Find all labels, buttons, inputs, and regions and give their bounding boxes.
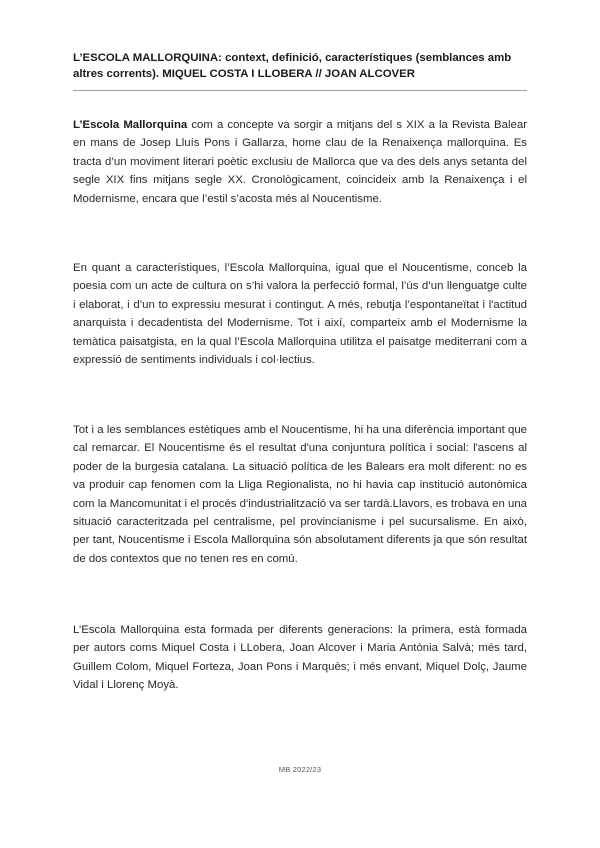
paragraph-1-lead: L’Escola Mallorquina [73, 119, 188, 131]
page-footer: MB 2022/23 [278, 765, 322, 774]
paragraph-4: L’Escola Mallorquina esta formada per diferents generacions: la primera, està formada per autors coms Miquel Costa i LLobera, Joan Alcover i Maria Antònia Salvà; més tard, Guillem Colom, Miquel Forteza, Joan Pons i Marquès; i més envant, Miquel Dolç, Jaume Vidal i Llorenç Moyà. [73, 624, 527, 692]
paragraph-1 [73, 116, 527, 208]
paragraph-2: En quant a característiques, l’Escola Mallorquina, igual que el Noucentisme, conceb la poesia com un acte de cultura on s’hi valora la perfecció formal, l’ús d’un llenguatge culte i elaborat, i d’un to expressiu mesurat i contingut. A més, rebutja l’espontaneïtat i l'actitud anarquista i decadentista del Modernisme. Tot i així, comparteix amb el Modernisme la temàtica paisatgista, en la qual l’Escola Mallorquina utilitza el paisatge mediterrani com a expressió de sentiments individuals i col·lectius. [73, 262, 527, 367]
title-divider [73, 90, 527, 91]
document-title: L’ESCOLA MALLORQUINA: context, definició, característiques (semblances amb altres corrents). MIQUEL COSTA I LLOBERA // JOAN ALCOVER [73, 52, 512, 80]
paragraph-3: Tot i a les semblances estètiques amb el Noucentisme, hi ha una diferència important que cal remarcar. El Noucentisme és el resultat d'una conjuntura política i social: l'ascens al poder de la burgesia catalana. La situació política de les Balears era molt diferent: no es va produir cap fenomen com la Lliga Regionalista, no hi havia cap institució autonòmica com la Mancomunitat i el procés d'industrialització va ser tardà.Llavors, es trobava en una situació caracteritzada pel centralisme, pel provincianisme i pel sucursalisme. En això, per tant, Noucentisme i Escola Mallorquina són absolutament diferents ja que són resultat de dos contextos que no tenen res en comú. [73, 424, 527, 565]
paragraph-1-text: com a concepte va sorgir a mitjans del s XIX a la Revista Balear en mans de Josep Lluís Pons i Gallarza, home clau de la Renaixença mallorquina. Es tracta d’un moviment literari poètic exclusiu de Mallorca que va des dels anys setanta del segle XIX fins mitjans segle XX. Cronològicament, coincideix amb la Renaixença i el Modernisme, encara que l’estil s’acosta més al Noucentisme. [73, 119, 527, 205]
